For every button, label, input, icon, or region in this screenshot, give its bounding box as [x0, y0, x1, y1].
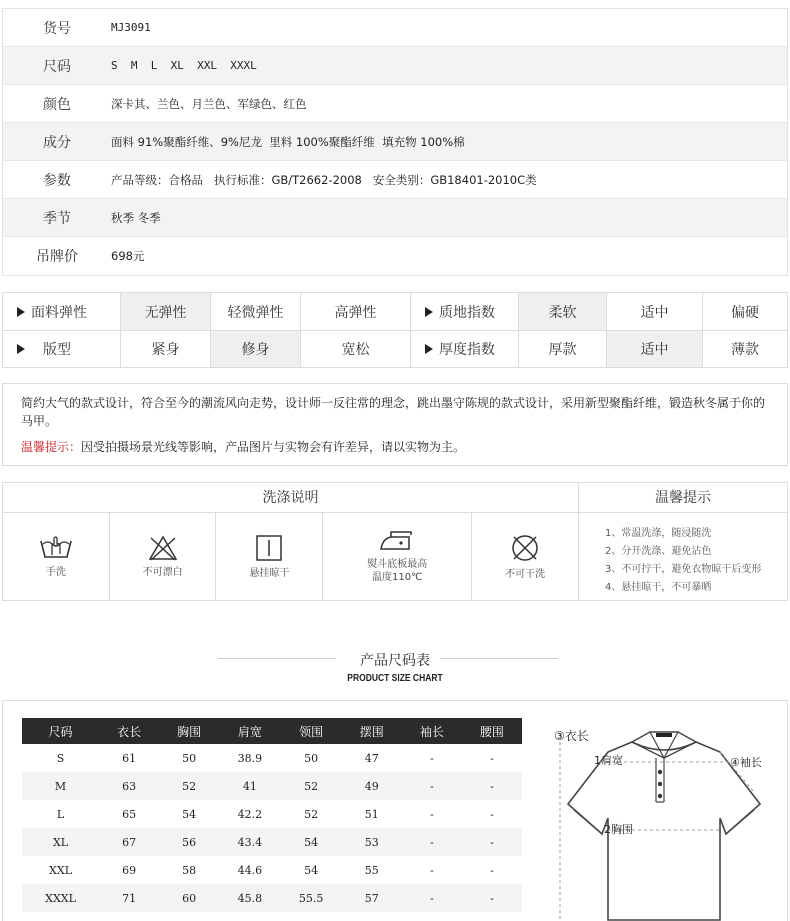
size-chart-title-cn: 产品尺码表	[360, 653, 430, 669]
size-cell: 43.4	[219, 828, 280, 856]
size-cell: 54	[182, 807, 197, 821]
size-cell: M	[22, 772, 99, 800]
size-cell: 71	[99, 884, 159, 912]
triangle-icon	[425, 344, 433, 354]
tip-item: 1、常温洗涤，随浸随洗	[605, 528, 712, 539]
size-cell: -	[402, 828, 462, 856]
thickness-option-medium: 适中	[607, 331, 703, 367]
wash-item-iron: 熨斗底板最高 温度110℃	[323, 513, 472, 600]
size-cell: 63	[99, 772, 159, 800]
size-cell: 55.5	[280, 884, 341, 912]
spec-label: 参数	[43, 172, 71, 189]
attribute-row-elasticity	[3, 293, 787, 330]
size-cell: 54	[280, 828, 341, 856]
size-table	[22, 718, 522, 912]
thickness-header: 厚度指数	[411, 331, 519, 367]
spec-label: 尺码	[43, 58, 71, 75]
size-cell: 69	[122, 863, 137, 877]
elasticity-header: 面料弹性	[3, 293, 121, 330]
size-header-cell: 尺码	[22, 718, 99, 744]
size-cell: 51	[364, 807, 379, 821]
texture-option-hard: 偏硬	[731, 304, 759, 321]
size-cell: 38.9	[237, 751, 263, 765]
thickness-option-thin: 薄款	[731, 342, 759, 358]
hand-wash-icon	[39, 535, 73, 561]
size-cell: 54	[304, 863, 319, 877]
fit-option-slim: 修身	[211, 331, 301, 367]
table-row	[22, 800, 522, 828]
label-chest: 2胸围	[604, 823, 633, 836]
spec-label: 季节	[43, 210, 71, 227]
product-description	[2, 383, 788, 466]
size-cell: 56	[159, 828, 219, 856]
size-cell: XXL	[49, 863, 73, 877]
fit-option-loose: 宽松	[301, 331, 411, 367]
spec-value: 698元	[111, 249, 145, 263]
tip-item: 4、悬挂晾干，不可暴晒	[605, 582, 712, 593]
size-cell: -	[462, 884, 522, 912]
size-cell: L	[56, 807, 65, 821]
spec-value: 产品等级：合格品 执行标准：GB/T2662-2008 安全类别：GB18401-2010C类	[111, 172, 537, 187]
tip-item: 2、分开洗涤、避免沾色	[605, 546, 712, 557]
size-cell: 50	[182, 751, 197, 765]
size-cell: -	[490, 807, 494, 821]
size-cell: 55	[364, 863, 379, 877]
size-header-cell: 腰围	[462, 718, 522, 744]
size-cell: -	[402, 884, 462, 912]
no-dry-clean-icon	[510, 533, 540, 563]
washing-title: 洗涤说明	[3, 483, 579, 513]
washing-section	[2, 482, 788, 601]
iron-icon	[379, 529, 415, 553]
spec-label: 货号	[43, 20, 71, 37]
washing-icons	[3, 513, 579, 600]
size-cell: XL	[22, 828, 99, 856]
triangle-icon	[17, 307, 25, 317]
size-table-header	[22, 718, 522, 744]
size-cell: 65	[122, 807, 137, 821]
shirt-diagram	[550, 722, 786, 921]
tips-title: 温馨提示	[579, 483, 787, 513]
spec-label: 颜色	[43, 96, 71, 113]
size-cell: 53	[342, 828, 402, 856]
warm-tip-text: 因受拍摄场景光线等影响，产品图片与实物会有许差异，请以实物为主。	[81, 440, 466, 454]
size-cell: 42.2	[237, 807, 263, 821]
size-cell: -	[462, 828, 522, 856]
spec-value: 深卡其、兰色、月兰色、军绿色、红色	[111, 96, 307, 111]
spec-row	[3, 237, 787, 275]
size-chart-title-en: PRODUCT SIZE CHART	[347, 673, 443, 684]
size-cell: S	[56, 751, 65, 765]
elasticity-option-high: 高弹性	[301, 293, 411, 330]
wash-item-no-dry-clean: 不可干洗	[472, 513, 578, 600]
size-cell: 45.8	[219, 884, 280, 912]
size-header-cell: 摆围	[342, 718, 402, 744]
elasticity-option-none: 无弹性	[121, 293, 211, 330]
size-cell: 49	[342, 772, 402, 800]
fit-header: 版型	[3, 331, 121, 367]
spec-label: 成分	[43, 134, 71, 151]
no-bleach-icon	[148, 535, 178, 561]
texture-option-soft: 柔软	[519, 293, 607, 330]
size-cell: -	[429, 751, 434, 765]
size-header-cell: 肩宽	[219, 718, 280, 744]
table-row	[22, 744, 522, 772]
spec-row	[3, 199, 787, 237]
texture-option-medium: 适中	[607, 293, 703, 330]
hang-dry-icon	[255, 534, 283, 562]
warm-tip-label: 温馨提示：	[21, 440, 82, 454]
fit-option-tight: 紧身	[121, 331, 211, 367]
spec-row	[3, 47, 787, 85]
spec-row	[3, 123, 787, 161]
size-cell: 52	[159, 772, 219, 800]
spec-value: 秋季 冬季	[111, 210, 161, 225]
size-cell: -	[429, 807, 434, 821]
wash-item-hand-wash: 手洗	[3, 513, 110, 600]
attribute-row-fit	[3, 330, 787, 367]
spec-label: 吊牌价	[36, 249, 78, 265]
size-cell: 41	[219, 772, 280, 800]
wash-item-hang-dry: 悬挂晾干	[216, 513, 323, 600]
spec-row	[3, 9, 787, 47]
table-row	[22, 884, 522, 912]
size-cell: 47	[364, 751, 379, 765]
size-header-cell: 袖长	[402, 718, 462, 744]
attribute-grid	[2, 292, 788, 368]
thickness-option-thick: 厚款	[519, 331, 607, 367]
table-row	[22, 772, 522, 800]
label-sleeve: ④袖长	[730, 756, 762, 769]
size-cell: 61	[122, 751, 137, 765]
size-cell: -	[490, 751, 494, 765]
spec-value: MJ3091	[111, 21, 151, 34]
spec-row	[3, 161, 787, 199]
size-cell: 67	[99, 828, 159, 856]
spec-table	[2, 8, 788, 276]
triangle-icon	[425, 307, 433, 317]
spec-row	[3, 85, 787, 123]
size-cell: 58	[182, 863, 197, 877]
table-row	[22, 856, 522, 884]
size-cell: 57	[342, 884, 402, 912]
size-header-cell: 胸围	[159, 718, 219, 744]
size-cell: -	[462, 772, 522, 800]
size-cell: -	[429, 863, 434, 877]
size-cell: 50	[304, 751, 319, 765]
size-cell: 52	[280, 772, 341, 800]
size-cell: -	[490, 863, 494, 877]
warm-tip	[21, 438, 769, 456]
label-shoulder: 1肩宽	[594, 754, 623, 767]
size-cell: 52	[304, 807, 319, 821]
size-chart-title	[0, 650, 790, 684]
size-cell: XXXL	[22, 884, 99, 912]
wash-item-no-bleach: 不可漂白	[110, 513, 217, 600]
elasticity-option-slight: 轻微弹性	[211, 293, 301, 330]
texture-header: 质地指数	[411, 293, 519, 330]
size-cell: 60	[159, 884, 219, 912]
tips-list	[605, 525, 761, 597]
triangle-icon	[17, 344, 25, 354]
tip-item: 3、不可拧干，避免衣物晾干后变形	[605, 564, 762, 575]
spec-value: S M L XL XXL XXXL	[111, 59, 257, 72]
size-header-cell: 衣长	[99, 718, 159, 744]
size-cell: -	[402, 772, 462, 800]
label-length: ③衣长	[554, 729, 589, 743]
spec-value: 面料 91%聚酯纤维、9%尼龙 里料 100%聚酯纤维 填充物 100%棉	[111, 134, 465, 149]
table-row	[22, 828, 522, 856]
size-header-cell: 领围	[280, 718, 341, 744]
description-text: 简约大气的款式设计，符合至今的潮流风向走势，设计师一反往常的理念，跳出墨守陈规的款式设计，采用新型聚酯纤维，锻造秋冬属于你的马甲。	[21, 396, 766, 428]
size-cell: 44.6	[237, 863, 263, 877]
